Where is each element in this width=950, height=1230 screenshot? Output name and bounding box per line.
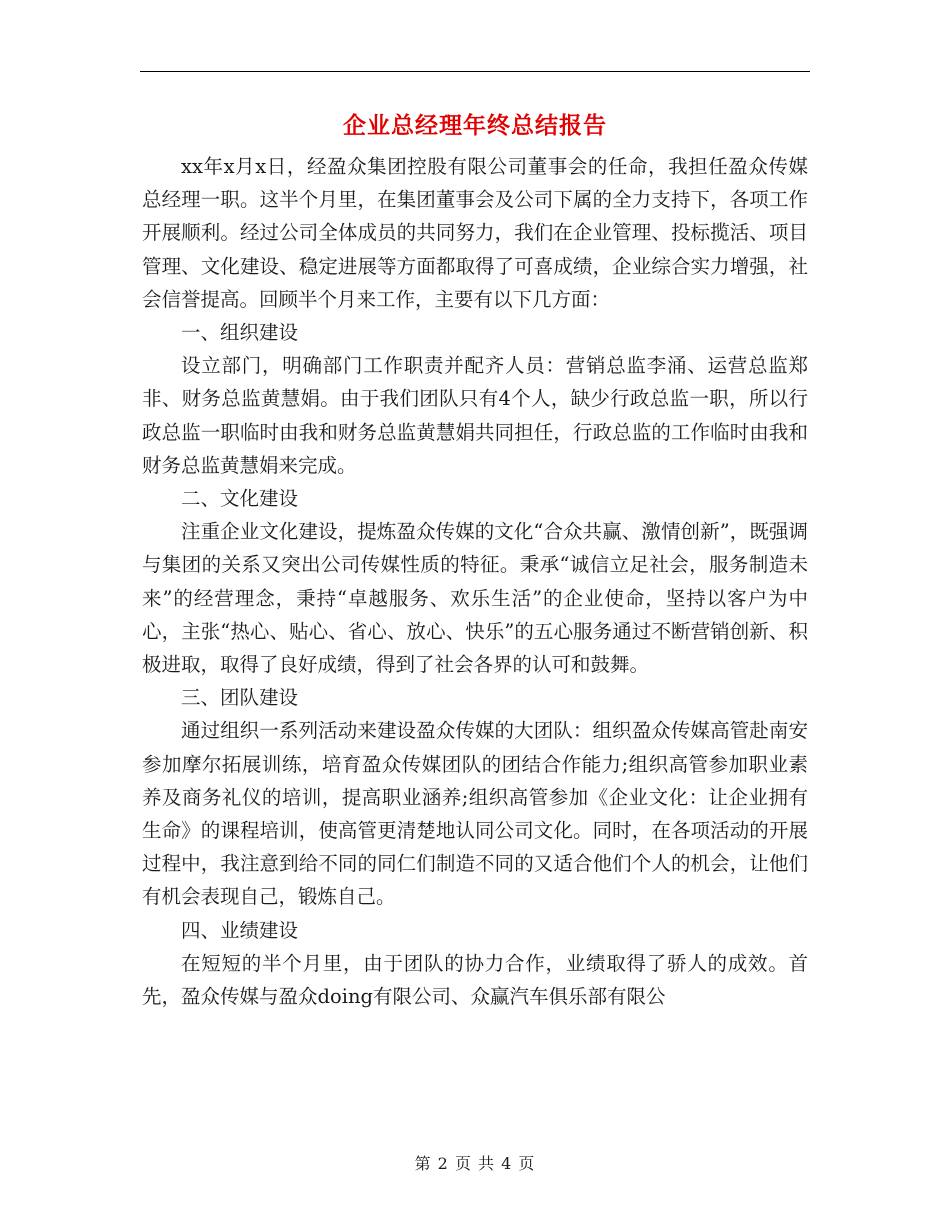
section-heading-organization: 一、组织建设 [181,321,299,345]
performance-paragraph: 在短短的半个月里，由于团队的协力合作，业绩取得了骄人的成效。首先，盈众传媒与盈众doing有限公司、众赢汽车俱乐部有限公 [142,951,808,1009]
page-number: 第 2 页 共 4 页 [414,1154,536,1173]
document-body [142,150,808,1013]
header-rule [140,71,810,72]
document-title: 企业总经理年终总结报告 [343,113,607,139]
section-heading-culture: 二、文化建设 [181,487,299,511]
section-heading-performance: 四、业绩建设 [181,918,299,942]
culture-paragraph: 注重企业文化建设，提炼盈众传媒的文化“合众共赢、激情创新”，既强调与集团的关系又突出公司传媒性质的特征。秉承“诚信立足社会，服务制造未来”的经营理念，秉持“卓越服务、欢乐生活”的企业使命，坚持以客户为中心，主张“热心、贴心、省心、放心、快乐”的五心服务通过不断营销创新、积极进取，取得了良好成绩，得到了社会各界的认可和鼓舞。 [142,520,808,677]
intro-paragraph: xx年x月x日，经盈众集团控股有限公司董事会的任命，我担任盈众传媒总经理一职。这半个月里，在集团董事会及公司下属的全力支持下，各项工作开展顺利。经过公司全体成员的共同努力，我们在企业管理、投标揽活、项目管理、文化建设、稳定进展等方面都取得了可喜成绩，企业综合实力增强，社会信誉提高。回顾半个月来工作，主要有以下几方面： [142,155,808,311]
section-heading-team: 三、团队建设 [181,686,299,710]
organization-paragraph: 设立部门，明确部门工作职责并配齐人员：营销总监李涌、运营总监郑非、财务总监黄慧娟。由于我们团队只有4个人，缺少行政总监一职，所以行政总监一职临时由我和财务总监黄慧娟共同担任，行政总监的工作临时由我和财务总监黄慧娟来完成。 [142,354,808,477]
team-paragraph: 通过组织一系列活动来建设盈众传媒的大团队：组织盈众传媒高管赴南安参加摩尔拓展训练，培育盈众传媒团队的团结合作能力;组织高管参加职业素养及商务礼仪的培训，提高职业涵养;组织高管参加《企业文化：让企业拥有生命》的课程培训，使高管更清楚地认同公司文化。同时，在各项活动的开展过程中，我注意到给不同的同仁们制造不同的又适合他们个人的机会，让他们有机会表现自己，锻炼自己。 [142,719,808,909]
